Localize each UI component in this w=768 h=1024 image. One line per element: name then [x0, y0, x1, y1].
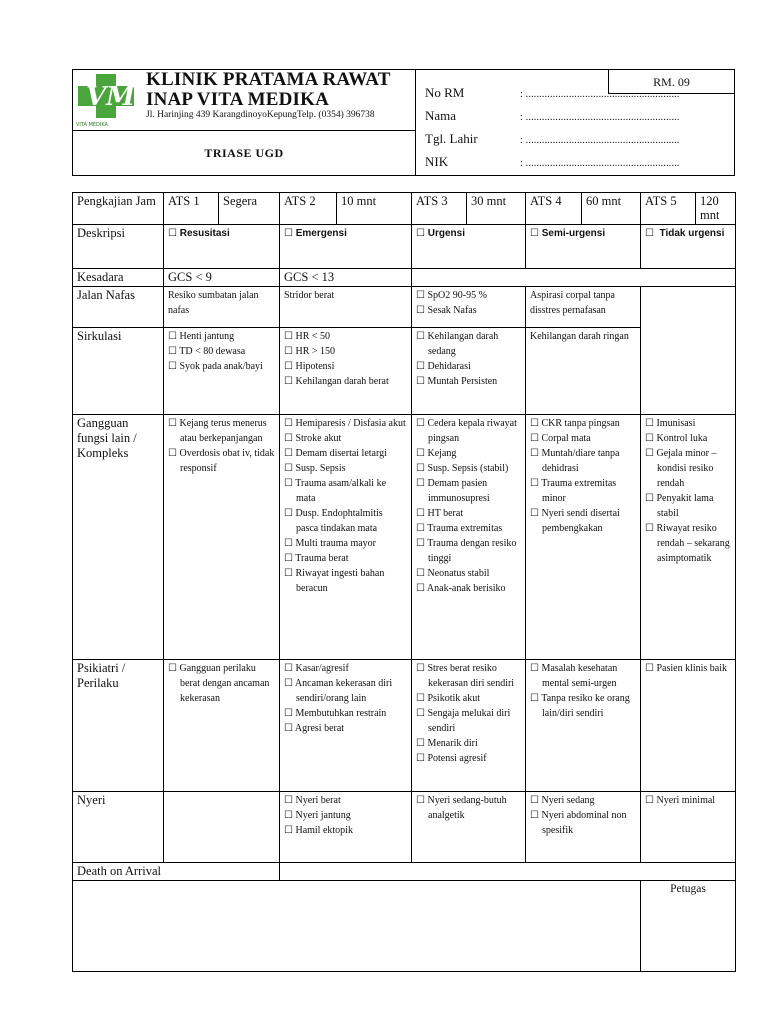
gcs-ats2: GCS < 13 [280, 269, 412, 287]
nyeri-ats2 [280, 792, 412, 863]
checklist-item[interactable] [416, 461, 521, 476]
row-gangguan [73, 415, 736, 660]
doa-empty [280, 863, 736, 881]
item-label: Pasien klinis baik [656, 663, 728, 674]
checklist-item[interactable] [284, 793, 407, 808]
item-label: Neonatus stabil [427, 568, 490, 579]
checklist-item[interactable] [416, 374, 521, 389]
checklist-item[interactable] [168, 344, 275, 359]
gcs-ats1: GCS < 9 [164, 269, 280, 287]
item-label: Stres berat resiko kekerasan diri sendiri [427, 663, 515, 689]
ats4-time: 60 mnt [582, 193, 641, 225]
checkbox-icon[interactable]: ☐ [284, 553, 293, 564]
checklist-item[interactable] [530, 661, 636, 691]
checklist-item[interactable] [284, 808, 407, 823]
psikiatri-ats4 [526, 660, 641, 792]
checklist-item[interactable] [284, 374, 407, 389]
sirkulasi-ats2 [280, 328, 412, 415]
row-label-death-on-arrival: Death on Arrival [73, 863, 280, 881]
nyeri-ats1 [164, 792, 280, 863]
checkbox-icon[interactable]: ☐ [416, 331, 425, 342]
checkbox-icon[interactable]: ☐ [168, 663, 177, 674]
checklist-item[interactable] [416, 416, 521, 446]
checklist-item[interactable] [284, 661, 407, 676]
item-label: Trauma berat [295, 553, 349, 564]
sirkulasi-ats3 [412, 328, 526, 415]
checkbox-icon[interactable]: ☐ [416, 738, 425, 749]
field-label-tgl-lahir: Tgl. Lahir [425, 131, 478, 146]
item-label: Penyakit lama stabil [656, 493, 714, 519]
item-label: Demam pasien immunosupresi [427, 478, 490, 504]
checklist-item[interactable] [530, 691, 636, 721]
item-label: Nyeri sedang-butuh analgetik [427, 795, 507, 821]
checkbox-icon[interactable]: ☐ [645, 795, 654, 806]
checkbox-icon[interactable]: ☐ [530, 448, 539, 459]
item-label: Nyeri sendi disertai pembengkakan [541, 508, 620, 534]
item-label: Anak-anak berisiko [426, 583, 506, 594]
item-label: TD < 80 dewasa [179, 346, 246, 357]
row-label-deskripsi: Deskripsi [73, 225, 164, 269]
checklist-item[interactable] [284, 706, 407, 721]
row-label-kesadaran: Kesadara [73, 269, 164, 287]
checklist-item[interactable] [645, 491, 731, 521]
checkbox-icon[interactable]: ☐ [284, 568, 293, 579]
row-deskripsi [73, 225, 736, 269]
checkbox-icon[interactable]: ☐ [416, 663, 425, 674]
checklist-item[interactable] [416, 566, 521, 581]
checklist-item[interactable] [530, 446, 636, 476]
checkbox-icon[interactable]: ☐ [530, 663, 539, 674]
checkbox-icon[interactable]: ☐ [284, 418, 293, 429]
clinic-address: Jl. Harinjing 439 KarangdinoyoKepungTelp. (0354) 396738 [146, 110, 375, 120]
checkbox-icon[interactable]: ☐ [416, 418, 425, 429]
psikiatri-ats1 [164, 660, 280, 792]
field-nama[interactable]: : ......................................................... [520, 112, 680, 123]
gangguan-ats4 [526, 415, 641, 660]
checklist-item[interactable] [416, 521, 521, 536]
checkbox-icon[interactable]: ☐ [284, 508, 293, 519]
jalan-nafas-ats5 [641, 287, 736, 415]
row-psikiatri [73, 660, 736, 792]
item-label: Dehidarasi [427, 361, 471, 372]
jalan-nafas-ats2: Stridor berat [280, 287, 412, 328]
ats4-level: ATS 4 [526, 193, 582, 225]
item-label: Hamil ektopik [295, 825, 353, 836]
checklist-item[interactable] [284, 461, 407, 476]
checklist-item[interactable] [416, 661, 521, 691]
checklist-item[interactable] [284, 329, 407, 344]
row-petugas [73, 881, 736, 972]
item-label: Susp. Sepsis (stabil) [427, 463, 509, 474]
checkbox-icon[interactable]: ☐ [530, 433, 539, 444]
row-sirkulasi [73, 328, 736, 415]
gangguan-ats5 [641, 415, 736, 660]
header-divider [72, 130, 416, 131]
row-label-sirkulasi: Sirkulasi [73, 328, 164, 415]
checklist-item[interactable] [284, 476, 407, 506]
checklist-item[interactable] [530, 506, 636, 536]
checkbox-icon[interactable]: ☐ [284, 361, 293, 372]
item-label: Corpal mata [541, 433, 591, 444]
item-label: Trauma asam/alkali ke mata [295, 478, 387, 504]
item-label: Menarik diri [427, 738, 478, 749]
deskripsi-label: Semi-urgensi [541, 228, 606, 239]
row-kesadaran [73, 269, 736, 287]
checkbox-icon[interactable]: ☐ [284, 663, 293, 674]
checkbox-icon[interactable]: ☐ [530, 693, 539, 704]
triage-table [72, 192, 736, 972]
checkbox-icon[interactable]: ☐ [416, 448, 425, 459]
checkbox-icon[interactable]: ☐ [168, 448, 177, 459]
ats1-time: Segera [219, 193, 280, 225]
clinic-name-line1: KLINIK PRATAMA RAWAT [146, 69, 391, 90]
item-label: Syok pada anak/bayi [179, 361, 263, 372]
checkbox-icon[interactable]: ☐ [284, 478, 293, 489]
gangguan-ats1 [164, 415, 280, 660]
checkbox-icon[interactable]: ☐ [284, 448, 293, 459]
field-tgl-lahir[interactable]: : ......................................................... [520, 135, 680, 146]
nyeri-ats3 [412, 792, 526, 863]
item-label: HT berat [427, 508, 464, 519]
item-label: Trauma dengan resiko tinggi [427, 538, 517, 564]
item-label: Muntah/diare tanpa dehidrasi [541, 448, 620, 474]
item-label: Henti jantung [179, 331, 235, 342]
item-label: Stroke akut [295, 433, 342, 444]
checklist-item[interactable] [416, 288, 521, 303]
checklist-item[interactable] [284, 446, 407, 461]
ats5-time: 120 mnt [696, 193, 736, 225]
checklist-item[interactable] [284, 506, 407, 536]
row-label-jalan-nafas: Jalan Nafas [73, 287, 164, 328]
item-label: Potensi agresif [427, 753, 487, 764]
checkbox-icon[interactable]: ☐ [284, 463, 293, 474]
checkbox-icon[interactable]: ☐ [416, 753, 425, 764]
item-label: Nyeri minimal [656, 795, 716, 806]
item-label: Riwayat resiko rendah – sekarang asimptomatik [656, 523, 730, 564]
gangguan-ats2 [280, 415, 412, 660]
checklist-item[interactable] [284, 566, 407, 596]
checkbox-icon[interactable]: ☐ [645, 493, 654, 504]
checkbox-icon[interactable]: ☐ [530, 478, 539, 489]
row-pengkajian [73, 193, 736, 225]
rm-code: RM. 09 [608, 69, 735, 94]
item-label: Kejang terus menerus atau berkepanjangan [179, 418, 267, 444]
deskripsi-label: Resusitasi [179, 228, 230, 239]
item-label: Overdosis obat iv, tidak responsif [179, 448, 275, 474]
ats5-level: ATS 5 [641, 193, 696, 225]
checklist-item[interactable] [416, 476, 521, 506]
field-label-no-rm: No RM [425, 85, 465, 100]
checkbox-icon[interactable]: ☐ [645, 663, 654, 674]
item-label: Hemiparesis / Disfasia akut [295, 418, 406, 429]
checkbox-icon[interactable]: ☐ [530, 418, 539, 429]
ats2-level: ATS 2 [280, 193, 337, 225]
checkbox-icon[interactable]: ☐ [416, 508, 425, 519]
item-label: Trauma extremitas [427, 523, 503, 534]
checklist-item[interactable] [284, 431, 407, 446]
sirkulasi-ats1 [164, 328, 280, 415]
checklist-item[interactable] [168, 359, 275, 374]
jalan-nafas-ats1: Resiko sumbatan jalan nafas [164, 287, 280, 328]
item-label: CKR tanpa pingsan [541, 418, 620, 429]
checklist-item[interactable] [284, 823, 407, 838]
item-label: Kontrol luka [656, 433, 708, 444]
form-title: TRIASE UGD [204, 146, 284, 160]
checkbox-icon[interactable]: ☐ [168, 228, 177, 239]
checkbox-icon[interactable]: ☐ [284, 346, 293, 357]
checklist-item[interactable] [284, 344, 407, 359]
item-label: Ancaman kekerasan diri sendiri/orang lain [294, 678, 393, 704]
psikiatri-ats3 [412, 660, 526, 792]
checklist-item[interactable] [530, 416, 636, 431]
nyeri-ats4 [526, 792, 641, 863]
clinic-name [146, 70, 416, 110]
checkbox-icon[interactable]: ☐ [284, 795, 293, 806]
checklist-item[interactable] [530, 793, 636, 808]
checklist-item[interactable] [530, 476, 636, 506]
gangguan-ats3 [412, 415, 526, 660]
checklist-item[interactable] [284, 416, 407, 431]
item-label: Kehilangan darah berat [295, 376, 389, 387]
checklist-item[interactable] [416, 793, 521, 823]
checkbox-icon[interactable]: ☐ [530, 810, 539, 821]
jalan-nafas-ats3 [412, 287, 526, 328]
checkbox-icon[interactable]: ☐ [416, 463, 425, 474]
checkbox-icon[interactable]: ☐ [168, 418, 177, 429]
checklist-item[interactable] [284, 359, 407, 374]
checklist-item[interactable] [284, 536, 407, 551]
item-label: Trauma extremitas minor [541, 478, 617, 504]
item-label: HR < 50 [295, 331, 330, 342]
checkbox-icon[interactable]: ☐ [416, 538, 425, 549]
ats3-level: ATS 3 [412, 193, 467, 225]
item-label: Riwayat ingesti bahan beracun [295, 568, 385, 594]
checkbox-icon[interactable]: ☐ [645, 523, 654, 534]
nyeri-ats5 [641, 792, 736, 863]
item-label: Imunisasi [656, 418, 696, 429]
checklist-item[interactable] [416, 446, 521, 461]
item-label: Kehilangan darah sedang [427, 331, 499, 357]
svg-text:VM: VM [86, 82, 135, 112]
checkbox-icon[interactable]: ☐ [284, 433, 293, 444]
item-label: Nyeri sedang [541, 795, 595, 806]
checkbox-icon[interactable]: ☐ [416, 361, 425, 372]
checkbox-icon[interactable]: ☐ [645, 418, 654, 429]
checkbox-icon[interactable]: ☐ [416, 568, 425, 579]
checklist-item[interactable] [416, 751, 521, 766]
item-label: Kasar/agresif [295, 663, 349, 674]
checkbox-icon[interactable]: ☐ [645, 228, 654, 239]
row-jalan-nafas [73, 287, 736, 328]
checklist-item[interactable] [416, 581, 521, 596]
checkbox-icon[interactable]: ☐ [416, 708, 425, 719]
checkbox-icon[interactable]: ☐ [645, 433, 654, 444]
clinic-logo [74, 72, 138, 128]
logo-text: VITA MEDIKA [76, 122, 108, 128]
item-label: Cedera kepala riwayat pingsan [427, 418, 517, 444]
field-label-nama: Nama [425, 108, 457, 123]
row-label-nyeri: Nyeri [73, 792, 164, 863]
deskripsi-label: Urgensi [427, 228, 465, 239]
checklist-item[interactable] [168, 416, 275, 446]
checkbox-icon[interactable]: ☐ [530, 795, 539, 806]
checklist-item[interactable] [645, 661, 731, 676]
checkbox-icon[interactable]: ☐ [284, 825, 293, 836]
checkbox-icon[interactable]: ☐ [284, 708, 293, 719]
checklist-item[interactable] [416, 691, 521, 706]
item-label: Membutuhkan restrain [295, 708, 387, 719]
checkbox-icon[interactable]: ☐ [416, 305, 425, 316]
ats2-time: 10 mnt [337, 193, 412, 225]
checklist-item[interactable] [416, 736, 521, 751]
checkbox-icon[interactable]: ☐ [284, 376, 293, 387]
item-label: Sengaja melukai diri sendiri [427, 708, 511, 734]
item-label: Susp. Sepsis [295, 463, 346, 474]
checkbox-icon[interactable]: ☐ [416, 523, 425, 534]
checkbox-icon[interactable]: ☐ [284, 228, 293, 239]
checkbox-icon[interactable]: ☐ [416, 228, 425, 239]
checkbox-icon[interactable]: ☐ [416, 478, 425, 489]
ats1-level: ATS 1 [164, 193, 219, 225]
checkbox-icon[interactable]: ☐ [284, 810, 293, 821]
checklist-item[interactable] [645, 431, 731, 446]
checkbox-icon[interactable]: ☐ [168, 361, 177, 372]
item-label: Sesak Nafas [427, 305, 477, 316]
item-label: SpO2 90-95 % [427, 290, 487, 301]
checkbox-icon[interactable]: ☐ [284, 678, 293, 689]
field-nik[interactable]: : ......................................................... [520, 158, 680, 169]
checkbox-icon[interactable]: ☐ [284, 331, 293, 342]
checkbox-icon[interactable]: ☐ [530, 508, 539, 519]
item-label: Demam disertai letargi [295, 448, 387, 459]
checkbox-icon[interactable]: ☐ [530, 228, 539, 239]
row-nyeri [73, 792, 736, 863]
checklist-item[interactable] [645, 793, 731, 808]
checklist-item[interactable] [530, 808, 636, 838]
deskripsi-ats4[interactable] [526, 225, 641, 269]
checklist-item[interactable] [416, 536, 521, 566]
row-death-on-arrival [73, 863, 736, 881]
checklist-item[interactable] [284, 676, 407, 706]
psikiatri-ats2 [280, 660, 412, 792]
checkbox-icon[interactable]: ☐ [416, 290, 425, 301]
checklist-item[interactable] [168, 446, 275, 476]
item-label: Agresi berat [294, 723, 345, 734]
checkbox-icon[interactable]: ☐ [645, 448, 654, 459]
item-label: Kejang [427, 448, 457, 459]
deskripsi-ats2[interactable] [280, 225, 412, 269]
item-label: Gejala minor – kondisi resiko rendah [656, 448, 717, 489]
checkbox-icon[interactable]: ☐ [284, 723, 293, 734]
deskripsi-label: Tidak urgensi [659, 228, 725, 239]
deskripsi-ats3[interactable] [412, 225, 526, 269]
checklist-item[interactable] [645, 446, 731, 491]
checklist-item[interactable] [645, 416, 731, 431]
item-label: Multi trauma mayor [295, 538, 377, 549]
field-no-rm[interactable]: : ......................................................... [520, 89, 680, 100]
checklist-item[interactable] [416, 329, 521, 359]
checklist-item[interactable] [416, 506, 521, 521]
checklist-item[interactable] [645, 521, 731, 566]
psikiatri-ats5 [641, 660, 736, 792]
checklist-item[interactable] [416, 706, 521, 736]
checkbox-icon[interactable]: ☐ [416, 376, 425, 387]
checkbox-icon[interactable]: ☐ [416, 795, 425, 806]
checklist-item[interactable] [168, 329, 275, 344]
checklist-item[interactable] [530, 431, 636, 446]
checkbox-icon[interactable]: ☐ [416, 693, 425, 704]
sirkulasi-ats4: Kehilangan darah ringan [526, 328, 641, 415]
deskripsi-label: Emergensi [295, 228, 347, 239]
item-label: Nyeri abdominal non spesifik [541, 810, 627, 836]
item-label: Gangguan perilaku berat dengan ancaman kekerasan [179, 663, 270, 704]
checklist-item[interactable] [284, 551, 407, 566]
checkbox-icon[interactable]: ☐ [168, 331, 177, 342]
field-label-nik: NIK [425, 154, 449, 169]
gcs-empty [412, 269, 736, 287]
checkbox-icon[interactable]: ☐ [284, 538, 293, 549]
checklist-item[interactable] [416, 359, 521, 374]
item-label: Dusp. Endophtalmitis pasca tindakan mata [295, 508, 383, 534]
item-label: Hipotensi [295, 361, 335, 372]
deskripsi-ats5[interactable] [641, 225, 736, 269]
checklist-item[interactable] [168, 661, 275, 706]
notes-area[interactable] [73, 881, 641, 972]
item-label: Nyeri berat [295, 795, 341, 806]
deskripsi-ats1[interactable] [164, 225, 280, 269]
checklist-item[interactable] [284, 721, 407, 736]
item-label: HR > 150 [295, 346, 335, 357]
checkbox-icon[interactable]: ☐ [416, 583, 425, 594]
ats3-time: 30 mnt [467, 193, 526, 225]
checklist-item[interactable] [416, 303, 521, 318]
jalan-nafas-ats4: Aspirasi corpal tanpa disstres pernafasan [526, 287, 641, 328]
row-label-psikiatri: Psikiatri / Perilaku [73, 660, 164, 792]
row-label-gangguan: Gangguan fungsi lain / Kompleks [73, 415, 164, 660]
item-label: Psikotik akut [427, 693, 480, 704]
item-label: Masalah kesehatan mental semi-urgen [541, 663, 618, 689]
checkbox-icon[interactable]: ☐ [168, 346, 177, 357]
item-label: Nyeri jantung [295, 810, 351, 821]
item-label: Tanpa resiko ke orang lain/diri sendiri [541, 693, 630, 719]
clinic-name-line2: INAP VITA MEDIKA [146, 89, 330, 110]
row-label-pengkajian: Pengkajian Jam [73, 193, 164, 225]
item-label: Muntah Persisten [427, 376, 498, 387]
petugas-label: Petugas [641, 881, 736, 972]
